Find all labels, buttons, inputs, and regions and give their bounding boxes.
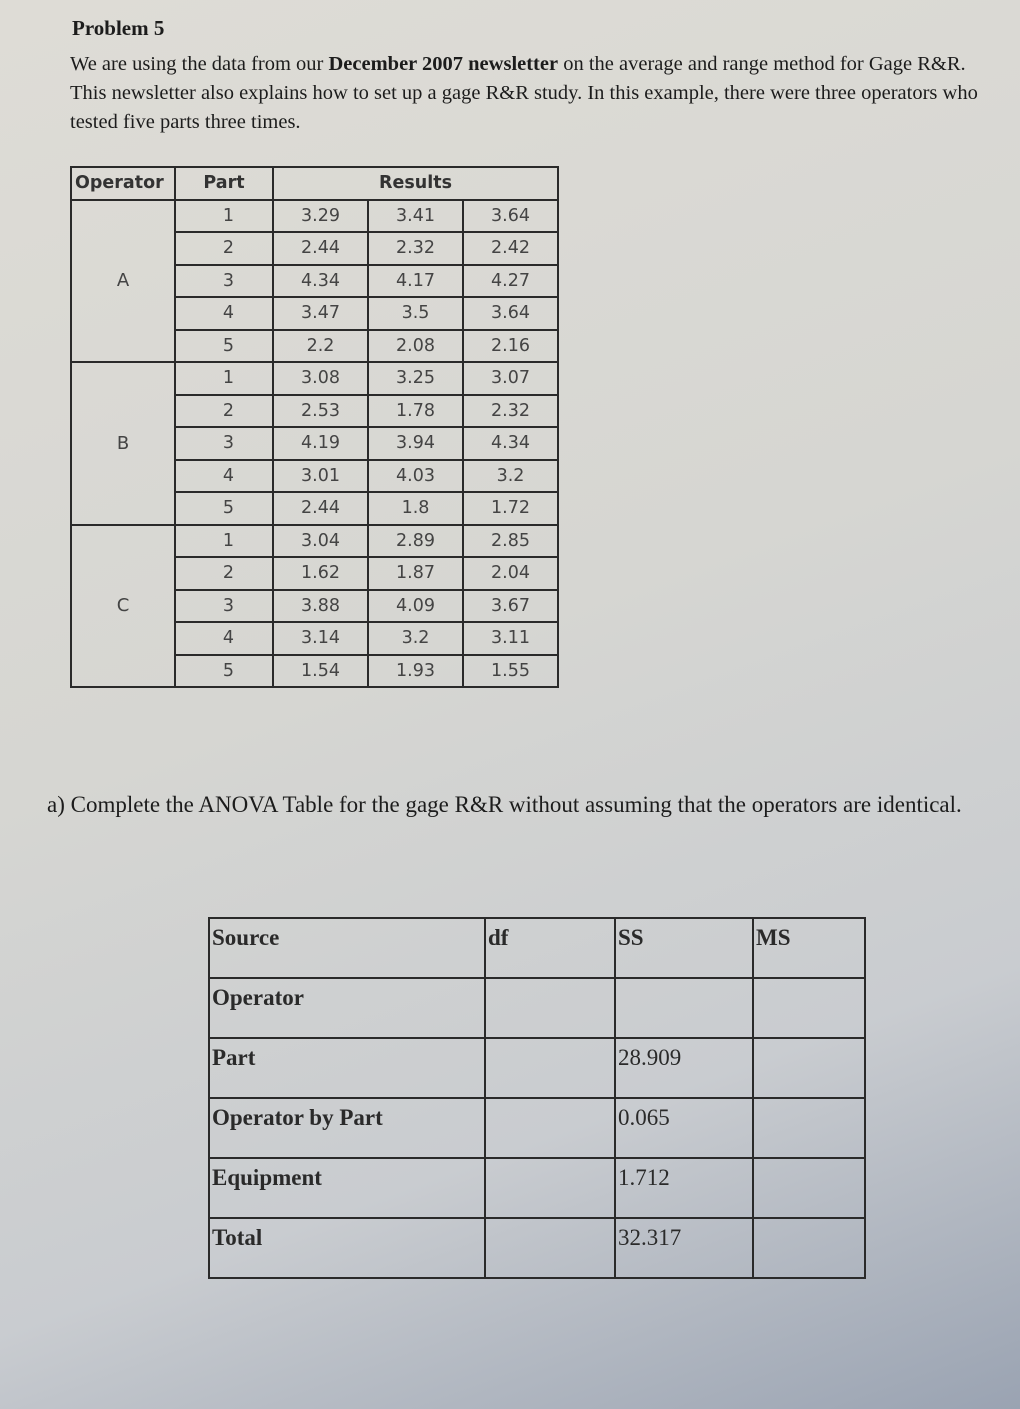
result-cell: 1.87 (368, 557, 463, 590)
result-cell: 3.2 (368, 622, 463, 655)
result-cell: 4.03 (368, 460, 463, 493)
intro-paragraph (70, 50, 1005, 137)
result-cell: 1.55 (463, 655, 558, 688)
result-cell: 2.32 (368, 232, 463, 265)
anova-row (209, 1038, 865, 1098)
source-cell (209, 1218, 485, 1278)
operator-cell: B (71, 362, 175, 525)
result-cell: 1.62 (273, 557, 368, 590)
operator-column-header: Operator (71, 167, 175, 200)
result-cell: 3.47 (273, 297, 368, 330)
part-cell: 5 (175, 330, 273, 363)
part-cell: 4 (175, 460, 273, 493)
intro-text-start: We are using the data from our (70, 53, 324, 75)
result-cell: 3.14 (273, 622, 368, 655)
source-cell-text: Total (212, 1225, 263, 1250)
ss-cell-text: 28.909 (618, 1045, 682, 1070)
result-cell: 2.42 (463, 232, 558, 265)
source-cell (209, 978, 485, 1038)
result-cell: 3.5 (368, 297, 463, 330)
result-cell: 1.93 (368, 655, 463, 688)
part-column-header: Part (175, 167, 273, 200)
result-cell: 4.17 (368, 265, 463, 298)
ss-cell (615, 1038, 753, 1098)
part-cell: 3 (175, 427, 273, 460)
result-cell: 3.29 (273, 200, 368, 233)
result-cell: 2.2 (273, 330, 368, 363)
ss-header-label: SS (618, 925, 644, 950)
result-cell: 4.34 (273, 265, 368, 298)
result-cell: 2.32 (463, 395, 558, 428)
result-cell: 2.08 (368, 330, 463, 363)
ms-cell (753, 1098, 865, 1158)
ss-column-header (615, 918, 753, 978)
ss-cell (615, 1158, 753, 1218)
source-cell (209, 1158, 485, 1218)
result-cell: 3.94 (368, 427, 463, 460)
ss-cell (615, 978, 753, 1038)
table-row (71, 525, 558, 558)
result-cell: 4.09 (368, 590, 463, 623)
anova-table (208, 917, 866, 1279)
result-cell: 3.88 (273, 590, 368, 623)
result-cell: 3.04 (273, 525, 368, 558)
result-cell: 1.8 (368, 492, 463, 525)
df-cell (485, 1098, 615, 1158)
intro-text-end: on the average and range method for Gage R&R. This newsletter also explains how to set up a gage R&R study. In this example, there were three operators who tested five parts three times. (70, 53, 978, 133)
part-cell: 4 (175, 297, 273, 330)
ms-cell (753, 1158, 865, 1218)
source-header-label: Source (212, 925, 280, 950)
df-cell (485, 978, 615, 1038)
part-cell: 5 (175, 655, 273, 688)
df-cell (485, 1038, 615, 1098)
data-table-header-row (71, 167, 558, 200)
part-cell: 2 (175, 232, 273, 265)
part-cell: 1 (175, 200, 273, 233)
result-cell: 3.64 (463, 297, 558, 330)
source-cell-text: Part (212, 1045, 256, 1070)
results-column-header: Results (273, 167, 558, 200)
df-cell (485, 1218, 615, 1278)
result-cell: 4.19 (273, 427, 368, 460)
ss-cell-text: 32.317 (618, 1225, 682, 1250)
anova-row (209, 1098, 865, 1158)
table-row (71, 362, 558, 395)
result-cell: 3.2 (463, 460, 558, 493)
operator-cell: C (71, 525, 175, 688)
source-cell-text: Operator (212, 985, 304, 1010)
result-cell: 3.64 (463, 200, 558, 233)
result-cell: 2.89 (368, 525, 463, 558)
df-header-label: df (488, 925, 509, 950)
table-row (71, 200, 558, 233)
ms-cell (753, 978, 865, 1038)
result-cell: 3.11 (463, 622, 558, 655)
measurement-data-table (70, 166, 559, 688)
source-cell (209, 1038, 485, 1098)
anova-row (209, 1218, 865, 1278)
source-column-header (209, 918, 485, 978)
result-cell: 1.72 (463, 492, 558, 525)
ss-cell (615, 1098, 753, 1158)
result-cell: 1.78 (368, 395, 463, 428)
result-cell: 2.44 (273, 492, 368, 525)
part-cell: 2 (175, 557, 273, 590)
ms-cell (753, 1038, 865, 1098)
result-cell: 2.53 (273, 395, 368, 428)
ms-column-header (753, 918, 865, 978)
part-cell: 3 (175, 265, 273, 298)
result-cell: 3.08 (273, 362, 368, 395)
result-cell: 3.07 (463, 362, 558, 395)
anova-row (209, 1158, 865, 1218)
ss-cell-text: 0.065 (618, 1105, 670, 1130)
result-cell: 4.27 (463, 265, 558, 298)
result-cell: 2.85 (463, 525, 558, 558)
result-cell: 2.04 (463, 557, 558, 590)
question-a: a) Complete the ANOVA Table for the gage R&R without assuming that the operators are identical. (47, 792, 962, 817)
newsletter-reference: December 2007 newsletter (328, 53, 559, 75)
result-cell: 2.16 (463, 330, 558, 363)
operator-cell: A (71, 200, 175, 363)
df-cell (485, 1158, 615, 1218)
problem-title: Problem 5 (72, 16, 165, 40)
part-cell: 2 (175, 395, 273, 428)
source-cell-text: Operator by Part (212, 1105, 383, 1130)
ss-cell-text: 1.712 (618, 1165, 670, 1190)
part-cell: 1 (175, 525, 273, 558)
result-cell: 3.67 (463, 590, 558, 623)
ms-cell (753, 1218, 865, 1278)
result-cell: 3.25 (368, 362, 463, 395)
result-cell: 3.01 (273, 460, 368, 493)
result-cell: 2.44 (273, 232, 368, 265)
part-cell: 3 (175, 590, 273, 623)
part-cell: 5 (175, 492, 273, 525)
result-cell: 3.41 (368, 200, 463, 233)
source-cell-text: Equipment (212, 1165, 322, 1190)
anova-row (209, 978, 865, 1038)
df-column-header (485, 918, 615, 978)
source-cell (209, 1098, 485, 1158)
part-cell: 4 (175, 622, 273, 655)
result-cell: 1.54 (273, 655, 368, 688)
part-cell: 1 (175, 362, 273, 395)
ms-header-label: MS (756, 925, 791, 950)
ss-cell (615, 1218, 753, 1278)
result-cell: 4.34 (463, 427, 558, 460)
anova-header-row (209, 918, 865, 978)
